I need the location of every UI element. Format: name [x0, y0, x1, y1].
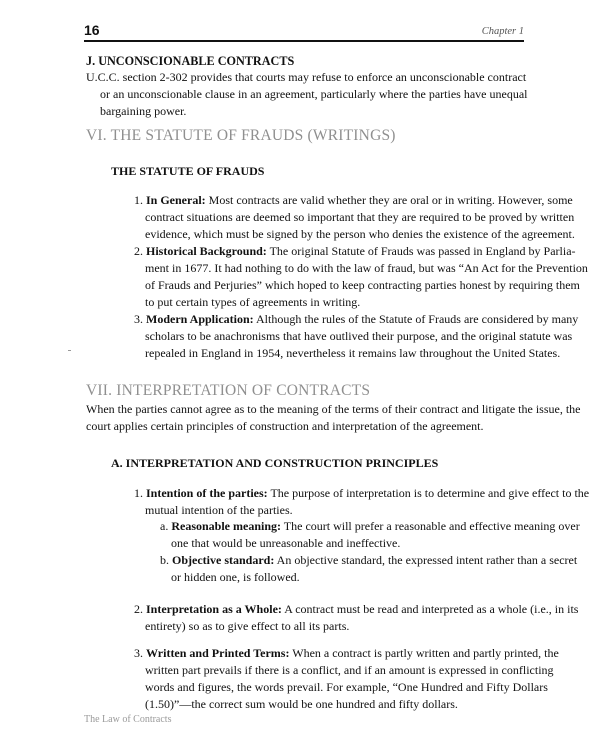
text-line: (1.50)”—the correct sum would be one hundred and fifty dollars. [145, 697, 458, 711]
text-line: bargaining power. [100, 104, 187, 118]
list-item [134, 311, 578, 362]
item-letter: b. [160, 553, 169, 567]
text-line: entirety) so as to give effect to all its parts. [145, 619, 350, 633]
item-lead: Interpretation as a Whole: [146, 602, 282, 616]
list-item [134, 645, 559, 713]
text-line: or hidden one, is followed. [171, 570, 300, 584]
text-line: scholars to be anachronisms that have outlived their purpose, and the original statute was [145, 329, 573, 343]
list-item [134, 243, 588, 311]
text-line: evidence, which must be signed by the person who denies the existence of the agreement. [145, 227, 575, 241]
text-line: or an unconscionable clause in an agreement, particularly where the parties have unequal [100, 87, 528, 101]
text-line: The purpose of interpretation is to determine and give effect to the [267, 486, 590, 500]
text-line: When the parties cannot agree as to the meaning of the terms of their contract and litigate the issue, the [86, 402, 581, 416]
section-j-paragraph [86, 69, 527, 120]
text-line: U.C.C. section 2-302 provides that courts may refuse to enforce an unconscionable contract [86, 70, 527, 84]
item-lead: Historical Background: [146, 244, 267, 258]
item-lead: Modern Application: [146, 312, 254, 326]
text-line: repealed in England in 1954, nevertheless it remains law throughout the United States. [145, 346, 561, 360]
item-number: 1. [134, 486, 143, 500]
item-number: 2. [134, 244, 143, 258]
text-line: An objective standard, the expressed intent rather than a secret [274, 553, 578, 567]
text-line: words and figures, the words prevail. For example, “One Hundred and Fifty Dollars [145, 680, 548, 694]
text-line: mutual intention of the parties. [145, 503, 293, 517]
page-number: 16 [84, 22, 100, 38]
item-number: 3. [134, 646, 143, 660]
item-lead: Written and Printed Terms: [146, 646, 290, 660]
list-item [134, 192, 575, 243]
list-item [134, 485, 589, 519]
item-number: 1. [134, 193, 143, 207]
text-line: court applies certain principles of construction and interpretation of the agreement. [86, 419, 484, 433]
text-line: of Frauds and Perjuries” which hoped to keep contracting parties honest by requiring them [145, 278, 580, 292]
item-number: 2. [134, 602, 143, 616]
item-lead: In General: [146, 193, 206, 207]
text-line: ment in 1677. It had nothing to do with the law of fraud, but was “An Act for the Prevention [145, 261, 588, 275]
text-line: Most contracts are valid whether they are oral or in writing. However, some [205, 193, 573, 207]
section-j-heading: J. UNCONSCIONABLE CONTRACTS [86, 54, 295, 68]
section-vi-heading: VI. THE STATUTE OF FRAUDS (WRITINGS) [86, 127, 396, 144]
stray-mark [68, 350, 71, 351]
text-line: written part prevails if there is a conflict, and if an amount is expressed in conflicting [145, 663, 554, 677]
section-vii-subheading: A. INTERPRETATION AND CONSTRUCTION PRINCIPLES [111, 456, 439, 470]
text-line: The original Statute of Frauds was passed in England by Parlia- [266, 244, 576, 258]
text-line: When a contract is partly written and partly printed, the [289, 646, 559, 660]
sub-list-item [160, 552, 577, 586]
text-line: to put certain types of agreements in writing. [145, 295, 361, 309]
item-lead: Intention of the parties: [146, 486, 268, 500]
text-line: Although the rules of the Statute of Frauds are considered by many [253, 312, 579, 326]
item-number: 3. [134, 312, 143, 326]
item-letter: a. [160, 519, 169, 533]
section-vii-intro [86, 401, 580, 435]
text-line: The court will prefer a reasonable and effective meaning over [281, 519, 580, 533]
item-lead: Reasonable meaning: [171, 519, 281, 533]
chapter-label: Chapter 1 [481, 26, 524, 37]
running-footer: The Law of Contracts [84, 714, 172, 725]
text-line: contract situations are deemed so important that they are required to be proved by written [145, 210, 575, 224]
text-line: one that would be unreasonable and ineffective. [171, 536, 401, 550]
list-item [134, 601, 578, 635]
text-line: A contract must be read and interpreted as a whole (i.e., in its [281, 602, 579, 616]
running-header [84, 22, 524, 42]
sub-list-item [160, 518, 580, 552]
item-lead: Objective standard: [172, 553, 275, 567]
section-vii-heading: VII. INTERPRETATION OF CONTRACTS [86, 382, 371, 399]
section-vi-subheading: THE STATUTE OF FRAUDS [111, 164, 265, 178]
